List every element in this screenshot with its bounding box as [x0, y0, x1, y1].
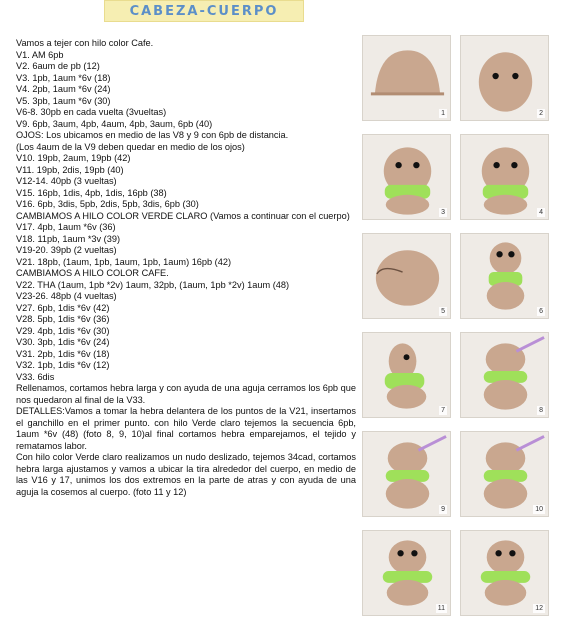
photo-number: 10	[535, 506, 543, 513]
amigurumi-photo	[363, 333, 451, 418]
photo-number: 6	[539, 308, 543, 315]
instruction-paragraph: CAMBIAMOS A HILO COLOR VERDE CLARO (Vamos a continuar con el cuerpo)	[16, 210, 350, 221]
instruction-line: V4. 2pb, 1aum *6v (24)	[16, 84, 111, 94]
instruction-line: V12-14. 40pb (3 vueltas)	[16, 176, 117, 186]
photo-number: 4	[539, 209, 543, 216]
instruction-line: V27. 6pb, 1dis *6v (42)	[16, 302, 110, 313]
step-photo	[460, 530, 549, 616]
instruction-paragraph: Rellenamos, cortamos hebra larga y con ayuda de una aguja cerramos los 6pb que nos quedaron al final de la V33.	[16, 383, 356, 405]
step-photo	[460, 233, 549, 319]
amigurumi-photo	[461, 234, 549, 319]
amigurumi-photo	[461, 36, 549, 121]
instruction-line: Vamos a tejer con hilo color Cafe.	[16, 38, 154, 48]
amigurumi-photo	[363, 36, 451, 121]
title-banner	[104, 0, 304, 22]
instruction-line: V2. 6aum de pb (12)	[16, 61, 100, 71]
amigurumi-photo	[363, 135, 451, 220]
amigurumi-photo	[461, 333, 549, 418]
instruction-line: V6-8. 30pb en cada vuelta (3vueltas)	[16, 107, 167, 117]
instruction-line: V15. 16pb, 1dis, 4pb, 1dis, 16pb (38)	[16, 187, 167, 198]
amigurumi-photo	[363, 432, 451, 517]
instruction-line: V9. 6pb, 3aum, 4pb, 4aum, 4pb, 3aum, 6pb (40)	[16, 118, 213, 129]
photo-number: 2	[539, 110, 543, 117]
instruction-line: V28. 5pb, 1dis *6v (36)	[16, 314, 110, 324]
instruction-line: CAMBIAMOS A HILO COLOR CAFE.	[16, 268, 169, 278]
photo-number: 1	[441, 110, 445, 117]
photo-number: 9	[441, 506, 445, 513]
photo-number: 11	[437, 605, 445, 612]
instruction-line: V33. 6dis	[16, 371, 55, 382]
amigurumi-photo	[363, 234, 451, 319]
instruction-line: V31. 2pb, 1dis *6v (18)	[16, 348, 110, 359]
step-photo	[362, 35, 451, 121]
photo-number: 7	[441, 407, 445, 414]
instruction-paragraph: DETALLES:Vamos a tomar la hebra delantera de los puntos de la V21, insertamos el ganchillo en el primer punto. con hilo Verde claro tejemos la secuencia 6pb, 1aum *6v (48) (foto 8, 9, 10)al final cortamos hebra emparejamos, el tejido y rematamos labor.	[16, 406, 356, 451]
instruction-line: V22. THA (1aum, 1pb *2v) 1aum, 32pb, (1aum, 1pb *2v) 1aum (48)	[16, 279, 290, 290]
instruction-line: V29. 4pb, 1dis *6v (30)	[16, 325, 110, 336]
instruction-line: V21. 18pb, (1aum, 1pb, 1aum, 1pb, 1aum) 16pb (42)	[16, 256, 232, 267]
instruction-line: V18. 11pb, 1aum *3v (39)	[16, 233, 121, 244]
step-photo	[460, 134, 549, 220]
step-photo	[460, 431, 549, 517]
photo-number: 8	[539, 407, 543, 414]
step-photo	[362, 530, 451, 616]
instruction-line: V19-20. 39pb (2 vueltas)	[16, 245, 117, 255]
instruction-line: V17. 4pb, 1aum *6v (36)	[16, 222, 116, 232]
instruction-line: V11. 19pb, 2dis, 19pb (40)	[16, 164, 124, 175]
instruction-line: OJOS: Los ubicamos en medio de las V8 y 9 con 6pb de distancia.	[16, 130, 289, 140]
page-title: CABEZA-CUERPO	[129, 3, 279, 19]
photo-number: 5	[441, 308, 445, 315]
step-photo	[362, 134, 451, 220]
pattern-instructions	[16, 38, 356, 498]
instruction-paragraph: Con hilo color Verde claro realizamos un nudo deslizado, tejemos 34cad, cortamos hebra larga ajustamos y vamos a ubicar la tira alrededor del cuerpo, en medio de las V16 y 17, unimos los dos extremos en la parte de atras y con ayuda de una aguja la cosemos al cuerpo. (foto 11 y 12)	[16, 452, 356, 497]
step-photo	[362, 332, 451, 418]
instruction-line: V1. AM 6pb	[16, 49, 64, 60]
instruction-line: (Los 4aum de la V9 deben quedar en medio de los ojos)	[16, 141, 245, 152]
photo-number: 12	[535, 605, 543, 612]
instruction-line: V32. 1pb, 1dis *6v (12)	[16, 360, 110, 370]
instruction-line: V23-26. 48pb (4 vueltas)	[16, 291, 117, 301]
instruction-line: V16. 6pb, 3dis, 5pb, 2dis, 5pb, 3dis, 6pb (30)	[16, 199, 199, 209]
instruction-line: V10. 19pb, 2aum, 19pb (42)	[16, 153, 131, 163]
instruction-line: V3. 1pb, 1aum *6v (18)	[16, 72, 111, 83]
step-photo	[362, 431, 451, 517]
amigurumi-photo	[461, 135, 549, 220]
step-photo	[460, 332, 549, 418]
step-photo	[460, 35, 549, 121]
photo-number: 3	[441, 209, 445, 216]
step-photo	[362, 233, 451, 319]
instruction-line: V30. 3pb, 1dis *6v (24)	[16, 337, 110, 347]
instruction-line: V5. 3pb, 1aum *6v (30)	[16, 95, 111, 106]
